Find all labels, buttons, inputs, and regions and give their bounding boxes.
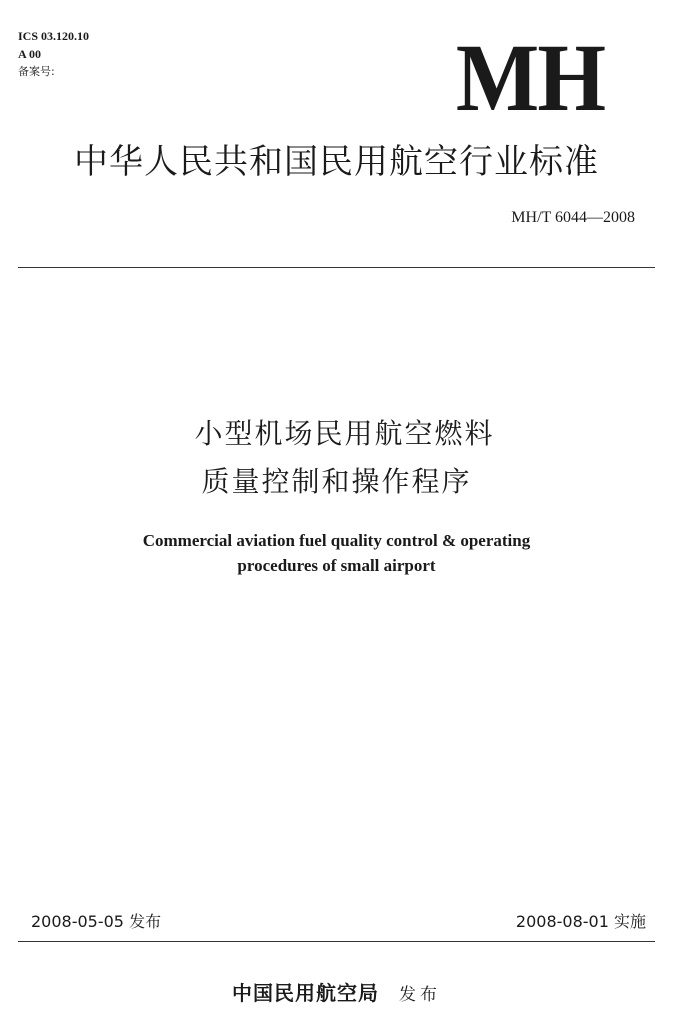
mh-logo: MH bbox=[455, 24, 604, 131]
class-code: A 00 bbox=[18, 47, 42, 61]
title-cn-line-1: 小型机场民用航空燃料 bbox=[194, 417, 495, 450]
document-title-chinese bbox=[0, 414, 673, 502]
issue-date: 2008-05-05 发布 bbox=[31, 912, 162, 931]
title-en-line-2: procedures of small airport bbox=[237, 556, 436, 575]
header-divider bbox=[18, 267, 655, 268]
publisher-action: 发布 bbox=[399, 985, 441, 1005]
title-cn-line-2: 质量控制和操作程序 bbox=[201, 465, 472, 498]
implementation-date: 2008-08-01 实施 bbox=[515, 912, 646, 931]
filing-number-label: 备案号: bbox=[18, 65, 55, 78]
standard-category-title: 中华人民共和国民用航空行业标准 bbox=[74, 142, 599, 182]
footer-divider bbox=[18, 941, 655, 942]
publisher-organization: 中国民用航空局 bbox=[232, 981, 379, 1005]
classification-block bbox=[18, 27, 89, 81]
publisher-line bbox=[0, 980, 673, 1008]
standard-code: MH/T 6044—2008 bbox=[511, 209, 635, 226]
title-en-line-1: Commercial aviation fuel quality control & operating bbox=[142, 531, 531, 550]
document-title-english bbox=[0, 528, 673, 578]
ics-code: ICS 03.120.10 bbox=[18, 29, 90, 43]
